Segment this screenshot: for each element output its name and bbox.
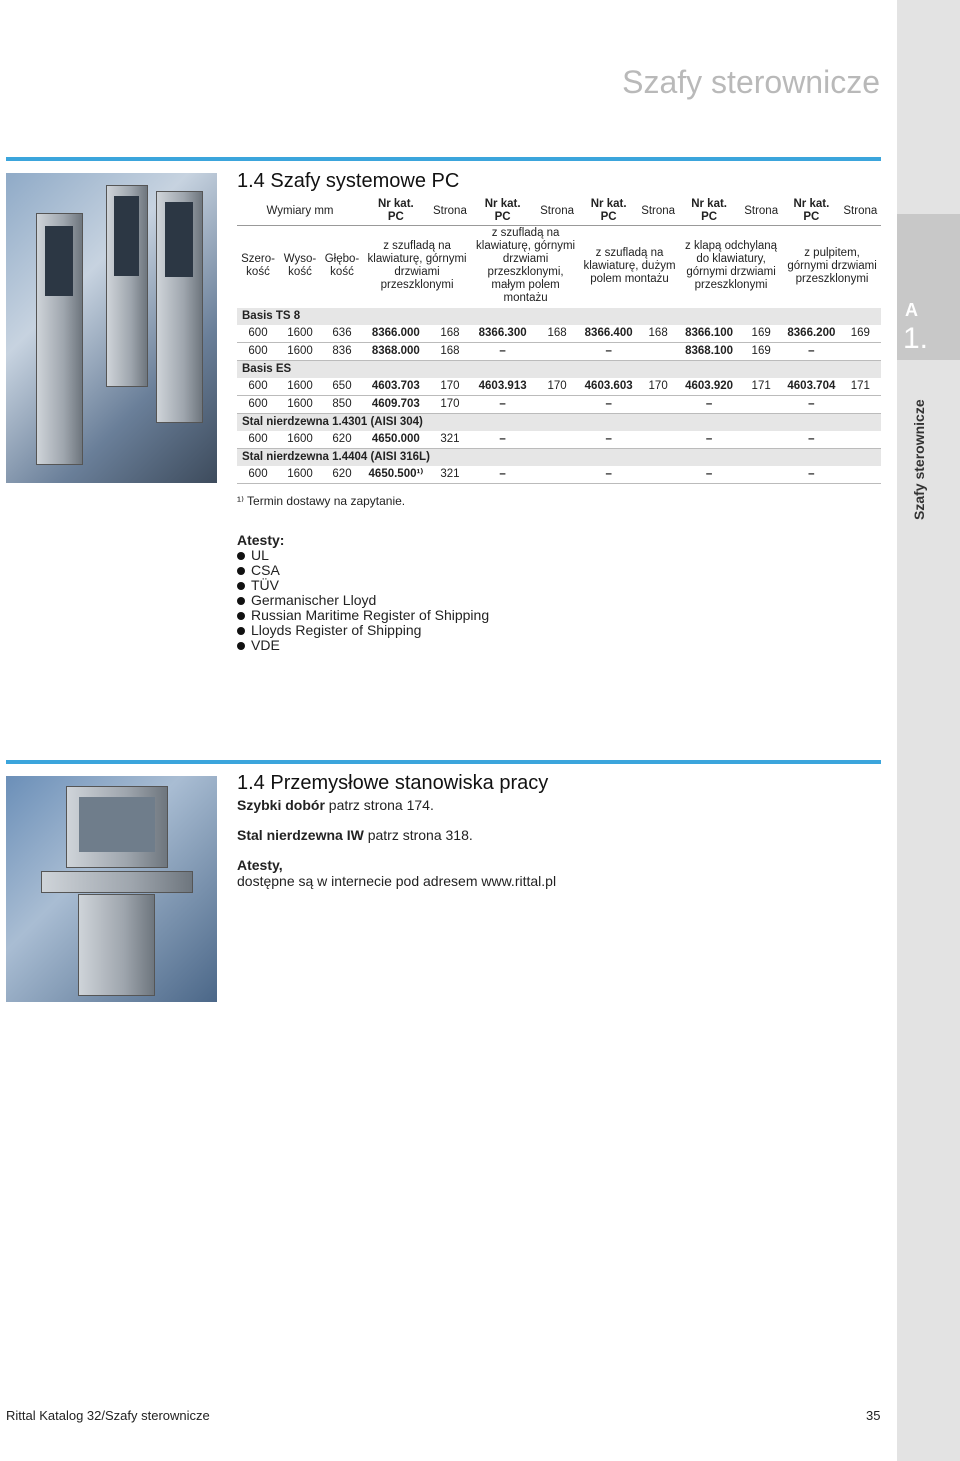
strona-header: Strona [429,197,471,226]
table-cell: 620 [321,466,363,484]
table-cell [534,431,580,449]
table-cell: 836 [321,343,363,361]
table-cell [840,343,881,361]
table-cell: 636 [321,325,363,343]
table-cell: 600 [237,466,279,484]
variant-desc-1: z szufladą na klawiaturę, górnymi drzwiami przeszklonymi [367,240,467,291]
vertical-section-label: Szafy sterownicze [911,399,927,520]
product-photo-pc-cabinets [6,173,217,483]
variant-desc-4: z klapą odchylaną do klawiatury, górnymi drzwiami przeszklonymi [685,240,778,291]
table-cell: 1600 [279,325,321,343]
list-item: TÜV [237,578,489,593]
height-header: Wyso-kość [283,253,317,278]
table-cell: – [580,466,637,484]
variant-desc-5: z pulpitem, górnymi drzwiami przeszklonymi [787,246,877,285]
table-cell: – [783,466,840,484]
table-row [237,325,881,343]
variant-desc-2: z szufladą na klawiaturę, górnymi drzwiami przeszklonymi, małym polem montażu [476,227,576,304]
list-item: UL [237,548,489,563]
nr-kat-header: Nr kat. PC [783,197,840,226]
table-cell: 168 [429,325,471,343]
table-cell: 4603.603 [580,378,637,396]
nr-kat-header: Nr kat. PC [471,197,534,226]
section-divider [6,157,881,161]
table-cell: – [783,396,840,414]
table-cell: 600 [237,325,279,343]
table-cell: – [471,396,534,414]
width-header: Szero-kość [241,253,275,278]
nr-kat-header: Nr kat. PC [580,197,637,226]
list-item: Germanischer Lloyd [237,593,489,608]
stainless-line: Stal nierdzewna IW patrz strona 318. [237,827,473,843]
attests-heading: Atesty: [237,532,285,548]
dims-header: Wymiary mm [237,197,363,226]
table-cell [739,396,783,414]
table-cell: – [471,466,534,484]
strona-header: Strona [534,197,580,226]
table-cell: 8366.300 [471,325,534,343]
index-number: 1. [903,322,929,355]
attests-web-note: dostępne są w internecie pod adresem www.rittal.pl [237,873,557,889]
group-header: Basis ES [237,361,881,379]
table-cell: – [679,396,739,414]
table-row [237,378,881,396]
table-cell: 321 [429,466,471,484]
nr-kat-header: Nr kat. PC [363,197,429,226]
table-cell: – [580,431,637,449]
section-divider [6,760,881,764]
list-item: Lloyds Register of Shipping [237,623,489,638]
table-cell: 4603.913 [471,378,534,396]
table-cell: 8366.400 [580,325,637,343]
table-row [237,396,881,414]
group-header: Basis TS 8 [237,308,881,325]
table-row [237,466,881,484]
table-cell: 600 [237,431,279,449]
nr-kat-header: Nr kat. PC [679,197,739,226]
table-cell: – [679,466,739,484]
table-cell [637,466,679,484]
strona-header: Strona [840,197,881,226]
table-cell: 1600 [279,466,321,484]
table-cell: 620 [321,431,363,449]
table-cell [637,343,679,361]
variant-desc-3: z szufladą na klawiaturę, dużym polem montażu [583,246,676,285]
table-cell [534,396,580,414]
table-cell: 1600 [279,343,321,361]
table-cell: 650 [321,378,363,396]
section-title-workstations: 1.4 Przemysłowe stanowiska pracy [237,772,549,794]
list-item: VDE [237,638,489,653]
table-cell: 600 [237,378,279,396]
table-cell: 8366.000 [363,325,429,343]
table-cell [840,431,881,449]
table-cell: 168 [429,343,471,361]
table-cell [534,466,580,484]
quick-selection-line: Szybki dobór patrz strona 174. [237,797,434,813]
table-cell [637,396,679,414]
table-cell: 4603.920 [679,378,739,396]
table-cell [840,466,881,484]
table-cell: 169 [739,343,783,361]
group-header: Stal nierdzewna 1.4404 (AISI 316L) [237,449,881,467]
table-cell: 600 [237,396,279,414]
product-photo-workstation [6,776,217,1002]
table-cell [637,431,679,449]
index-letter: A [905,300,918,320]
table-cell: 8366.100 [679,325,739,343]
table-cell: 4609.703 [363,396,429,414]
side-index-bar [897,0,960,1461]
attests-heading-2: Atesty, [237,857,283,873]
strona-header: Strona [637,197,679,226]
table-cell: 8368.000 [363,343,429,361]
table-cell: – [471,431,534,449]
table-cell: 4603.703 [363,378,429,396]
table-cell: 321 [429,431,471,449]
table-cell: 170 [429,396,471,414]
table-cell: 4650.000 [363,431,429,449]
table-cell: – [783,431,840,449]
table-cell: 8366.200 [783,325,840,343]
table-cell: 4603.704 [783,378,840,396]
attests-list [237,533,489,653]
group-header: Stal nierdzewna 1.4301 (AISI 304) [237,414,881,432]
table-cell: 168 [637,325,679,343]
table-cell: – [783,343,840,361]
footer-catalog: Rittal Katalog 32/Szafy sterownicze [6,1408,210,1423]
table-cell: 169 [840,325,881,343]
list-item: CSA [237,563,489,578]
table-cell: 1600 [279,431,321,449]
table-cell: 600 [237,343,279,361]
table-cell: 1600 [279,396,321,414]
table-cell: – [580,343,637,361]
table-cell [739,466,783,484]
table-cell: 8368.100 [679,343,739,361]
footnote: ¹⁾ Termin dostawy na zapytanie. [237,494,406,508]
table-cell: 170 [429,378,471,396]
table-cell: 1600 [279,378,321,396]
table-cell: 171 [739,378,783,396]
table-cell: 168 [534,325,580,343]
table-row [237,343,881,361]
table-row [237,431,881,449]
table-cell: 171 [840,378,881,396]
strona-header: Strona [739,197,783,226]
table-cell [534,343,580,361]
catalog-table [237,197,881,484]
list-item: Russian Maritime Register of Shipping [237,608,489,623]
table-cell: – [471,343,534,361]
section-title-pc-cabinets: 1.4 Szafy systemowe PC [237,170,460,192]
table-cell: – [679,431,739,449]
table-cell [840,396,881,414]
table-cell: 170 [637,378,679,396]
page-title: Szafy sterownicze [622,64,880,100]
table-cell: – [580,396,637,414]
page-number: 35 [866,1408,881,1423]
table-cell [739,431,783,449]
table-cell: 170 [534,378,580,396]
depth-header: Głębo-kość [324,253,360,278]
table-cell: 850 [321,396,363,414]
table-cell: 4650.500¹⁾ [363,466,429,484]
table-cell: 169 [739,325,783,343]
